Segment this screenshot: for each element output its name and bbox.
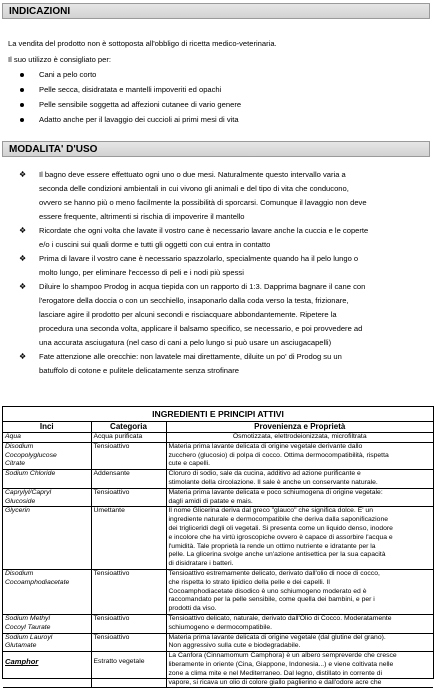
inci-cell: Glycerin — [3, 507, 91, 570]
table-header-row — [3, 422, 433, 433]
categoria-cell: Tensioattivo — [91, 614, 166, 633]
table-row — [3, 507, 433, 570]
column-header-categoria: Categoria — [91, 422, 166, 433]
provenienza-cell: Il nome Glicerina deriva dal greco "glauco" che significa dolce. E' un ingrediente naturale e dermocompatibile che deriva dalla saponificazione dei trigliceridi degli oli vegetali. Si presenta come un liquido denso, inodore e incolore che ha virtù igroscopiche ovvero è capace di assorbire l'acqua e l'umidità. Tale proprietà la rende un ottimo nutriente e idratante per la pelle. La glicerina svolge anche un'azione antisettica per la sua capacità di disidratare i batteri. — [166, 507, 433, 570]
ingredients-table — [2, 406, 434, 686]
ingredients-table-title: INGREDIENTI E PRINCIPI ATTIVI — [3, 407, 433, 422]
list-item: Cani a pelo corto — [8, 70, 241, 85]
table-row — [3, 470, 433, 489]
list-item: Pelle sensibile soggetta ad affezioni cutanee di vario genere — [8, 100, 241, 115]
categoria-cell: Tensioattivo — [91, 633, 166, 652]
categoria-cell: Tensioattivo — [91, 488, 166, 507]
indicazioni-list — [8, 70, 241, 130]
list-item: Adatto anche per il lavaggio dei cuccioli ai primi mesi di vita — [8, 115, 241, 130]
diamond-bullet-icon: ❖ — [19, 282, 27, 291]
provenienza-cell: Materia prima lavante delicata di origine vegetale (dal glutine del grano). Non aggressivo sulla cute e biodegradabile. — [166, 633, 433, 652]
table-row — [3, 569, 433, 614]
inci-cell: Sodium Lauroyl Glutamate — [3, 633, 91, 652]
provenienza-cell: Tensioattivo estremamente delicato, derivato dall'olio di noce di cocco, che rispetta lo strato lipidico della pelle e dei capelli. Il Cocoamphodiacetate disodico è uno schiumogeno moderato ed è raccomandato per la pelle sensibile, come quella dei bambini, e per i prodotti da viso. — [166, 569, 433, 614]
list-item: ❖ Il bagno deve essere effettuato ogni uno o due mesi. Naturalmente questo intervallo varia a seconda delle condizioni ambientali in cui vivono gli animali e del tipo di vita che conducono, ovvero se hanno più o meno facilmente la possibilità di sporcarsi. Comunque il lavaggio non deve essere frequente, altrimenti si rischia di impoverire il mantello — [19, 170, 367, 221]
modalita-list — [8, 168, 430, 378]
table-row — [3, 488, 433, 507]
bullet-icon — [20, 118, 24, 122]
categoria-cell: Tensioattivo — [91, 569, 166, 614]
indicazioni-intro: La vendita del prodotto non è sottoposta all'obbligo di ricetta medico-veterinaria. — [8, 39, 277, 48]
diamond-bullet-icon: ❖ — [19, 254, 27, 263]
provenienza-cell: Cloruro di sodio, sale da cucina, additivo ad azione purificante e stimolante della circolazione. Il sale è anche un conservante naturale. — [166, 470, 433, 489]
inci-cell: Caprylyl/Capryl Glucoside — [3, 488, 91, 507]
column-header-provenienza: Provenienza e Proprietà — [166, 422, 433, 433]
provenienza-cell: Materia prima lavante delicata di origine vegetale derivante dallo zucchero (glucosio) di polpa di cocco. Ottima dermocompatibilità, rispetta cute e capelli. — [166, 442, 433, 469]
modalita-heading-bar — [2, 141, 430, 157]
column-header-inci: Inci — [3, 422, 91, 433]
diamond-bullet-icon: ❖ — [19, 226, 27, 235]
provenienza-cell: Osmotizzata, elettrodeionizzata, microfiltrata — [166, 433, 433, 443]
list-item: Pelle secca, disidratata e mantelli impoveriti ed opachi — [8, 85, 241, 100]
categoria-cell: Acqua purificata — [91, 433, 166, 443]
categoria-cell: Addensante — [91, 470, 166, 489]
table-row — [3, 652, 433, 688]
inci-cell: Sodium Chloride — [3, 470, 91, 489]
bullet-icon — [20, 103, 24, 107]
inci-cell: Disodium Cocoamphodiacetate — [3, 569, 91, 614]
table-row — [3, 633, 433, 652]
bullet-icon — [20, 88, 24, 92]
table-row — [3, 614, 433, 633]
list-item: ❖ Diluire lo shampoo Prodog in acqua tiepida con un rapporto di 1:3. Dapprima bagnare il cane con l'erogatore della doccia o con un secchiello, insaponarlo dalla coda verso la testa, frizionare, lasciare agire il prodotto per alcuni secondi e risciacquare abbondantemente. Ripetere la procedura una seconda volta, applicare il balsamo specifico, se necessario, e poi provvedere ad una accurata asciugatura (nel caso di cani a pelo lungo si può usare un asciugacapelli) — [19, 282, 366, 347]
provenienza-cell: Materia prima lavante delicata e poco schiumogena di origine vegetale: dagli amidi di patate e mais. — [166, 488, 433, 507]
inci-cell: Camphor — [3, 652, 91, 688]
inci-cell: Aqua — [3, 433, 91, 443]
categoria-cell: Umettante — [91, 507, 166, 570]
table-row — [3, 442, 433, 469]
modalita-heading: MODALITA' D'USO — [9, 144, 98, 155]
indicazioni-lead: Il suo utilizzo è consigliato per: — [8, 55, 111, 64]
provenienza-cell: Tensioattivo delicato, naturale, derivato dall'Olio di Cocco. Moderatamente schiumogeno e dermocompatibile. — [166, 614, 433, 633]
diamond-bullet-icon: ❖ — [19, 170, 27, 179]
indicazioni-heading-bar — [2, 3, 430, 19]
list-item: ❖ Prima di lavare il vostro cane è necessario spazzolarlo, specialmente quando ha il pelo lungo o molto lungo, per eliminare l'eccesso di peli e i nodi più spessi — [19, 254, 359, 277]
list-item: ❖ Fate attenzione alle orecchie: non lavatele mai direttamente, diluite un po' di Prodog su un batuffolo di cotone e pulitele delicatamente senza strofinare — [19, 352, 342, 375]
categoria-cell: Tensioattivo — [91, 442, 166, 469]
indicazioni-heading: INDICAZIONI — [9, 6, 71, 17]
inci-cell: Disodium Cocopolyglucose Citrate — [3, 442, 91, 469]
table-row — [3, 433, 433, 443]
bullet-icon — [20, 73, 24, 77]
categoria-cell: Estratto vegetale — [91, 652, 166, 688]
list-item: ❖ Ricordate che ogni volta che lavate il vostro cane è necessario lavare anche la cuccia e le coperte e/o i cuscini sui quali dorme e tutti gli oggetti con cui entra in contatto — [19, 226, 369, 249]
diamond-bullet-icon: ❖ — [19, 352, 27, 361]
provenienza-cell: La Canfora (Cinnamomum Camphora) è un albero sempreverde che cresce liberamente in oriente (Cina, Giappone, Indonesia...) e viene coltivata nelle zone a clima mite e nel Mediterraneo. Dal legno, distillato in corrente di vapore, si ricava un olio di colore giallo paglierino e dall'odore acre che — [166, 652, 433, 688]
ingredients-grid — [3, 422, 433, 688]
inci-cell: Sodium Methyl Cocoyl Taurate — [3, 614, 91, 633]
